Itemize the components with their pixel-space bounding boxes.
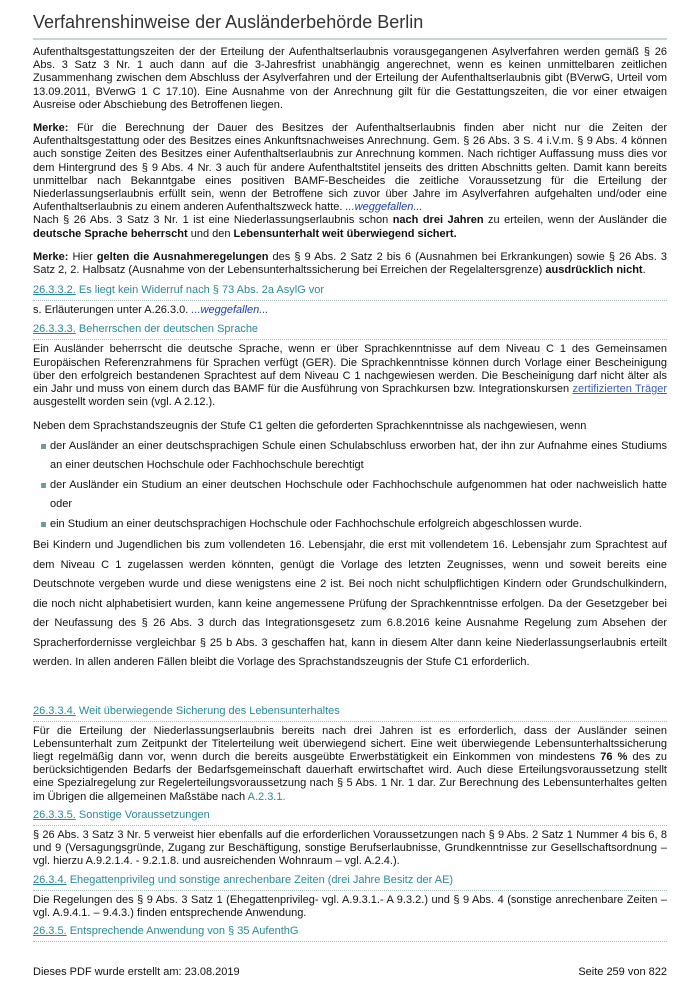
section-text-26-3-3-2: s. Erläuterungen unter A.26.3.0. ...weggefallen...	[33, 304, 269, 317]
merke-label: Merke:	[33, 250, 69, 263]
page-footer	[33, 966, 667, 978]
section-number-link[interactable]: 26.3.3.5.	[33, 808, 76, 821]
section-heading-26-3-4[interactable]: 26.3.4. Ehegattenprivileg und sonstige anrechenbare Zeiten (drei Jahre Besitz der AE)	[33, 873, 667, 891]
merke-label: Merke:	[33, 122, 69, 135]
certified-provider-link[interactable]: zertifizierten Träger	[572, 383, 667, 396]
reference-link[interactable]: A.2.3.1.	[247, 790, 286, 803]
removed-link[interactable]: ...weggefallen...	[345, 201, 423, 214]
document-page	[33, 0, 667, 942]
created-date: Dieses PDF wurde erstellt am: 23.08.2019	[33, 966, 240, 978]
page-title: Verfahrenshinweise der Ausländerbehörde Berlin	[33, 12, 667, 40]
requirements-list	[33, 437, 667, 535]
section-heading-26-3-3-3[interactable]: 26.3.3.3. Beherrschen der deutschen Sprache	[33, 322, 667, 340]
language-lead: Neben dem Sprachstandszeugnis der Stufe C1 gelten die geforderten Sprachkenntnisse als nachgewiesen, wenn	[33, 420, 587, 433]
section-heading-26-3-3-4[interactable]: 26.3.3.4. Weit überwiegende Sicherung des Lebensunterhaltes	[33, 704, 667, 722]
section-number-link[interactable]: 26.3.4.	[33, 873, 67, 886]
section-heading-26-3-5[interactable]: 26.3.5. Entsprechende Anwendung von § 35 AufenthG	[33, 924, 667, 942]
intro-paragraph: Aufenthaltsgestattungszeiten der der Erteilung der Aufenthaltserlaubnis vorausgegangenen Asylverfahren werden gemäß § 26 Abs. 3 Satz 3 Nr. 1 auch dann auf die 3-Jahresfrist unabhängig angerechnet, wenn es keinen unmittelbaren zeitlichen Zusammenhang zwischen dem Abschluss der Asylverfahren und der Erteilung der Aufenthaltserlaubnis gibt (BVerwG, Urteil vom 13.09.2011, BVerwG 1 C 17.10). Eine Ausnahme von der Anrechnung gilt für die Gestattungszeiten, die vor einer etwaigen Ausreise oder Abschiebung des Betroffenen liegen.	[33, 46, 667, 111]
section-number-link[interactable]: 26.3.3.3.	[33, 323, 76, 336]
list-item: ein Studium an einer deutschsprachigen Hochschule oder Fachhochschule erfolgreich abgeschlossen wurde.	[43, 515, 667, 535]
section-heading-26-3-3-5[interactable]: 26.3.3.5. Sonstige Voraussetzungen	[33, 808, 667, 826]
list-item: der Ausländer ein Studium an einer deutschen Hochschule oder Fachhochschule aufgenommen hat oder nachweislich hatte oder	[43, 476, 667, 515]
section-number-link[interactable]: 26.3.5.	[33, 924, 67, 937]
merke-paragraph-2: Merke: Hier gelten die Ausnahmeregelungen des § 9 Abs. 2 Satz 2 bis 6 (Ausnahmen bei Erkrankungen) sowie § 26 Abs. 3 Satz 2, 2. Halbsatz (Ausnahme von der Lebensunterhaltssicherung bei Erreichen der Regelaltersgrenze) ausdrücklich nicht.	[33, 250, 668, 277]
page-number: Seite 259 von 822	[578, 966, 667, 978]
section-text-26-3-3-5: § 26 Abs. 3 Satz 3 Nr. 5 verweist hier ebenfalls auf die erforderlichen Voraussetzungen nach § 9 Abs. 2 Satz 1 Nummer 4 bis 6, 8 und 9 (Versagungsgründe, Zugang zur Beschäftigung, sonstige Berufserlaubnisse, Grundkenntnisse zur Gesellschaftsordnung – vgl. hierzu A.9.2.1.4. - 9.2.1.8. und ausreichenden Wohnraum – vgl. A.2.4.).	[33, 828, 667, 868]
children-paragraph: Bei Kindern und Jugendlichen bis zum vollendeten 16. Lebensjahr, die erst mit vollendetem 16. Lebensjahr zum Sprachtest auf dem Niveau C 1 zugelassen werden könnten, genügt die Vorlage des letzten Zeugnisses, wenn und soweit bereits eine Deutschnote vergeben wurde und diese wenigstens eine 2 ist. Bei noch nicht schulpflichtigen Kindern oder Grundschulkindern, die noch nicht alphabetisiert wurden, kann keine angemessene Prüfung der Sprachkenntnisse erfolgen. Da der Gesetzgeber bei der Neufassung des § 26 Abs. 3 durch das Integrationsgesetz zum 6.8.2016 keine Ausnahme Regelung zum Absehen der Spracherfordernisse vergleichbar § 25 b Abs. 3 geschaffen hat, kann in diesem Alter dann keine Niederlassungserlaubnis erteilt werden. In allen anderen Fällen bleibt die Vorlage des Sprachstandszeugnis der Stufe C1 erforderlich.	[33, 539, 667, 669]
section-heading-26-3-3-2[interactable]: 26.3.3.2. Es liegt kein Widerruf nach § 73 Abs. 2a AsylG vor	[33, 283, 667, 301]
section-number-link[interactable]: 26.3.3.2.	[33, 284, 76, 297]
nach-paragraph: Nach § 26 Abs. 3 Satz 3 Nr. 1 ist eine Niederlassungserlaubnis schon nach drei Jahren zu erteilen, wenn der Ausländer die deutsche Sprache beherrscht und den Lebensunterhalt weit überwiegend sichert.	[33, 214, 667, 240]
merke-paragraph-1: Merke: Für die Berechnung der Dauer des Besitzes der Aufenthaltserlaubnis finden aber nicht nur die Zeiten der Aufenthaltsgestattung oder des Besitzes eines Ankunftsnachweises Anrechnung. Gem. § 26 Abs. 3 S. 4 i.V.m. § 9 Abs. 4 können auch sonstige Zeiten des Besitzes einer Aufenthaltserlaubnis zur Anrechnung kommen. Nach richtiger Auffassung muss dies vor dem Hintergrund des § 9 Abs. 4 Nr. 3 auch für andere Aufenthaltstitel jenseits des dritten Abschnitts gelten. Damit kann bereits unmittelbar nach Bekanntgabe eines positiven BAMF-Bescheides die zeitliche Voraussetzung für die Erteilung der Niederlassungserlaubnis erfüllt sein, wenn der Betroffene sich zuvor über Jahre im Asylverfahren aufgehalten und/oder eine Aufenthaltserlaubnis zu einem anderen Aufenthaltszweck hatte. ...weggefallen...	[33, 122, 667, 214]
section-text-26-3-3-4: Für die Erteilung der Niederlassungserlaubnis bereits nach drei Jahren ist es erforderlich, dass der Ausländer seinen Lebensunterhalt zum Zeitpunkt der Titelerteilung weit überwiegend sichert. Eine weit überwiegende Lebensunterhaltssicherung liegt regelmäßig dann vor, wenn durch die bereits ausgeübte Erwerbstätigkeit ein Einkommen von mindestens 76 % des zu berücksichtigenden Bedarfs der Bedarfsgemeinschaft dauerhaft erwirtschaftet wird. Auch diese Erteilungsvoraussetzung stellt eine Spezialregelung zur Regelerteilungsvoraussetzung nach § 5 Abs. 1 Nr. 1 dar. Zur Berechnung des Lebensunterhaltes gelten im Übrigen die allgemeinen Maßstäbe nach A.2.3.1.	[33, 724, 667, 803]
section-number-link[interactable]: 26.3.3.4.	[33, 704, 76, 717]
section-text-26-3-3-3: Ein Ausländer beherrscht die deutsche Sprache, wenn er über Sprachkenntnisse auf dem Niveau C 1 des Gemeinsamen Europäischen Referenzrahmens für Sprachen verfügt (GER). Die Sprachkenntnisse können durch Vorlage einer Bescheinigung über den erfolgreich bestandenen Sprachtest auf dem Niveau C 1 nachgewiesen werden. Die Bescheinigung darf nicht älter als ein Jahr und muss von einem durch das BAMF für die Ausführung von Sprachkursen bzw. Integrationskursen zertifizierten Träger ausgestellt worden sein (vgl. A 2.12.).	[33, 343, 667, 409]
section-text-26-3-4: Die Regelungen des § 9 Abs. 3 Satz 1 (Ehegattenprivileg- vgl. A.9.3.1.- A 9.3.2.) und § 9 Abs. 4 (sonstige anrechenbare Zeiten – vgl. A.9.4.1. – 9.4.3.) finden entsprechende Anwendung.	[33, 893, 667, 919]
list-item: der Ausländer an einer deutschsprachigen Schule einen Schulabschluss erworben hat, der ihn zur Aufnahme eines Studiums an einer deutschen Hochschule oder Fachhochschule berechtigt	[43, 437, 667, 476]
removed-link[interactable]: ...weggefallen...	[191, 304, 269, 317]
